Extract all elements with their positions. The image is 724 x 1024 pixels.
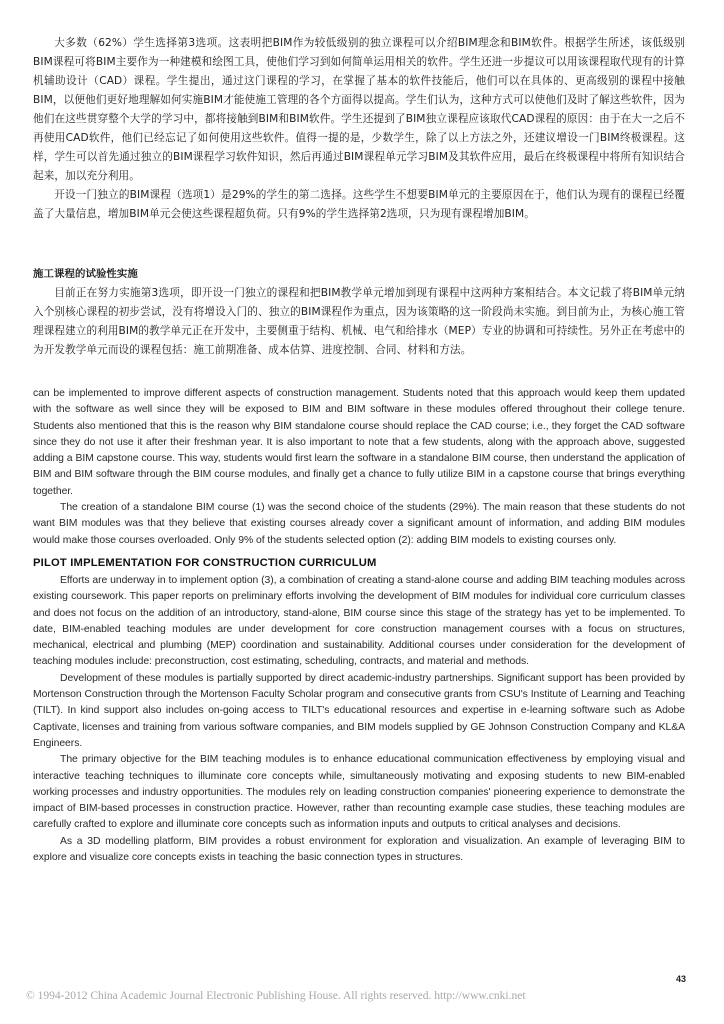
chinese-translation-top (33, 34, 685, 224)
en-section-paragraph-4: As a 3D modelling platform, BIM provides a robust environment for exploration and visualization. An example of leveraging BIM to explore and visualize core concepts exists in teaching the basic connection types in structures. (33, 835, 685, 864)
copyright-footer: © 1994-2012 China Academic Journal Electronic Publishing House. All rights reserved. http://www.cnki.net (26, 990, 526, 1002)
zh-section-heading: 施工课程的试验性实施 (33, 268, 138, 280)
en-section-heading: PILOT IMPLEMENTATION FOR CONSTRUCTION CURRICULUM (33, 556, 377, 569)
en-lead-paragraph: can be implemented to improve different aspects of construction management. Students noted that this approach would keep them updated with the software as well since they will be exposed to BIM and BIM software in these modules offered throughout their college tenure. Students also mentioned that this is the reason why BIM standalone course should replace the CAD course; i.e., they forget the CAD software since they do not use it after their freshman year. It is also important to note that a few students, along with the approach above, suggested adding a BIM capstone course. This way, students would first learn the software in a standalone BIM course, then understand the application of BIM and BIM software through the BIM course modules, and finally get a chance to fully utilize BIM in a capstone course that brings everything together. (33, 388, 685, 497)
en-section-paragraph-1: Efforts are underway in to implement option (3), a combination of creating a stand-alone course and adding BIM teaching modules across existing coursework. This paper reports on preliminary efforts involving the development of BIM modules for individual core curriculum classes and does not focus on the addition of an introductory, stand-alone, BIM course since this stage of the strategy has yet to be implemented. To date, BIM-enabled teaching modules are under development for core construction management courses with a focus on structures, mechanical, electrical and plumbing (MEP) coordination and sustainability. Additional courses under consideration for the development of teaching modules include: preconstruction, cost estimating, scheduling, contracts, and material and methods. (33, 574, 685, 668)
chinese-translation-section (33, 258, 685, 360)
zh-paragraph-1: 大多数（62%）学生选择第3选项。这表明把BIM作为较低级别的独立课程可以介绍BIM理念和BIM软件。根据学生所述，该低级别BIM课程可将BIM主要作为一种建模和绘图工具，使他们学习到如何简单运用相关的软件。学生还进一步提议可以用该课程取代现有的计算机辅助设计（CAD）课程。学生提出，通过这门课程的学习，在掌握了基本的软件技能后，他们可以在具体的、更高级别的课程中接触BIM，以便他们更好地理解如何实施BIM才能使施工管理的各个方面得以提高。学生们认为，这种方式可以使他们及时了解这些软件，因为他们在这些贯穿整个大学的学习中，都将接触到BIM和BIM软件。学生还提到了BIM独立课程应该取代CAD课程的原因：由于在大一之后不再使用CAD软件，他们已经忘记了如何使用这些软件。值得一提的是，少数学生，除了以上方法之外，还建议增设一门BIM终极课程。这样，学生可以首先通过独立的BIM课程学习软件知识，然后再通过BIM课程单元学习BIM及其软件应用，最后在终极课程中将所有知识结合起来，加以充分利用。 (33, 37, 685, 182)
zh-paragraph-2: 开设一门独立的BIM课程（选项1）是29%的学生的第二选择。这些学生不想要BIM单元的主要原因在于，他们认为现有的课程已经覆盖了大量信息，增加BIM单元会使这些课程超负荷。只有9%的学生选择第2选项，只为现有课程增加BIM。 (33, 189, 685, 220)
en-section-paragraph-3: The primary objective for the BIM teaching modules is to enhance educational communication effectiveness by employing visual and interactive teaching techniques to illuminate core concepts while, simultaneously motivating and exposing students to new BIM-enabled working processes and industry opportunities. The modules rely on leading construction companies' pioneering experience to demonstrate the impact of BIM-based processes in construction practice. However, rather than recounting example case studies, these teaching modules are carefully crafted to explore and illuminate core concepts such as information inputs and outputs to critical analyses and decisions. (33, 754, 685, 831)
zh-section-paragraph: 目前正在努力实施第3选项，即开设一门独立的课程和把BIM教学单元增加到现有课程中这两种方案相结合。本文记载了将BIM单元纳入个别核心课程的初步尝试，没有将增设入门的、独立的BIM课程作为重点，因为该策略的这一阶段尚未实施。到目前为止，为核心施工管理课程建立的利用BIM的教学单元正在开发中，主要侧重于结构、机械、电气和给排水（MEP）专业的协调和可持续性。另外正在考虑中的为开发教学单元而设的课程包括：施工前期准备、成本估算、进度控制、合同、材料和方法。 (33, 287, 685, 356)
en-section-paragraph-2: Development of these modules is partially supported by direct academic-industry partnerships. Significant support has been provided by Mortenson Construction through the Mortenson Faculty Scholar program and consecutive grants from CSU's Institute of Learning and Teaching (TILT). In kind support also includes on-going access to TILT's educational resources and expertise in e-learning software such as Adobe Captivate, licenses and training from various software companies, and BIM models supplied by GE Johnson Construction Company and KL&A Engineers. (33, 672, 685, 749)
en-paragraph-2: The creation of a standalone BIM course (1) was the second choice of the students (29%). The main reason that these students do not want BIM modules was that they believe that existing courses already cover a significant amount of information, and adding BIM modules would make those courses overloaded. Only 9% of the students selected option (2): adding BIM models to existing courses only. (33, 502, 685, 546)
page-number: 43 (675, 974, 686, 984)
english-body (33, 386, 685, 866)
